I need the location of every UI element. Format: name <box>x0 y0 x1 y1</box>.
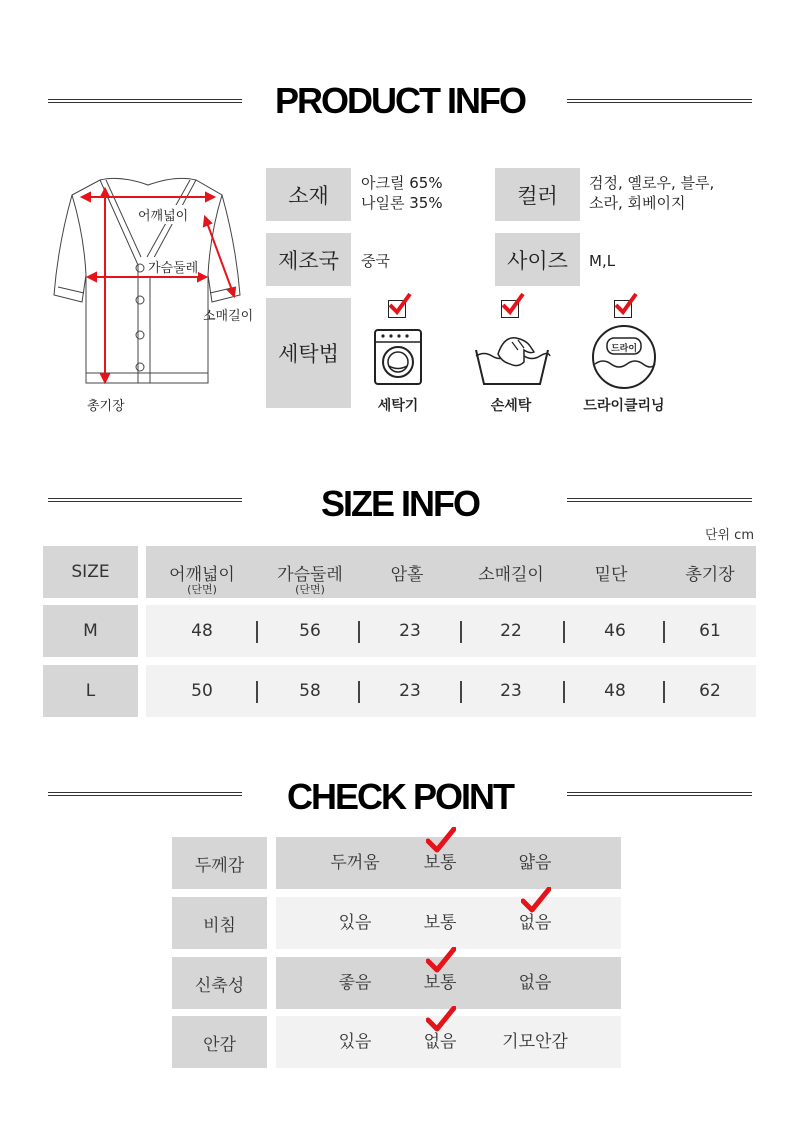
check-point-title: CHECK POINT <box>286 776 513 817</box>
table-cell: 23 <box>399 621 421 641</box>
col-header <box>660 546 760 598</box>
length-label: 총기장 <box>87 399 125 414</box>
table-cell: 46 <box>604 621 626 641</box>
size-row-label: L <box>43 665 138 717</box>
check-option: 기모안감 <box>502 1032 568 1052</box>
check-option: 보통 <box>423 913 457 933</box>
check-point-header <box>0 768 800 828</box>
size-info-header <box>0 475 800 535</box>
wash-label: 세탁법 <box>266 298 351 408</box>
table-cell: 48 <box>604 681 626 701</box>
checkmark-icon <box>426 1006 456 1034</box>
col-header <box>357 546 457 598</box>
size-table-header <box>146 546 756 598</box>
table-row <box>146 665 756 717</box>
title-rule-right <box>567 792 752 796</box>
product-info-title: PRODUCT INFO <box>275 80 525 121</box>
check-label: 신축성 <box>172 957 267 1009</box>
table-row <box>146 605 756 657</box>
checkmark-icon <box>426 827 456 855</box>
origin-value: 중국 <box>361 252 390 270</box>
checkbox-checked-icon <box>388 300 406 318</box>
cell-divider <box>256 621 258 643</box>
col-header-name: 총기장 <box>685 565 735 585</box>
cardigan-sketch-icon <box>40 165 265 420</box>
care-dry-clean <box>569 300 679 415</box>
hand-wash-icon <box>472 332 552 388</box>
color-value: 검정, 옐로우, 블루, 소라, 회베이지 <box>589 174 715 212</box>
col-header <box>260 546 360 598</box>
table-cell: 23 <box>399 681 421 701</box>
col-header-name: 암홀 <box>390 565 424 585</box>
check-row <box>276 957 621 1009</box>
table-cell: 50 <box>191 681 213 701</box>
col-header-sub: (단면) <box>295 583 325 596</box>
col-header-sub: (단면) <box>187 583 217 596</box>
col-header-name: 가슴둘레 <box>277 565 343 585</box>
cell-divider <box>256 681 258 703</box>
origin-label: 제조국 <box>266 233 351 286</box>
size-label: 사이즈 <box>495 233 580 286</box>
check-label: 두께감 <box>172 837 267 889</box>
shoulder-label: 어깨넓이 <box>138 205 188 224</box>
size-info-title: SIZE INFO <box>320 483 479 524</box>
check-option: 두꺼움 <box>330 853 380 873</box>
table-cell: 58 <box>299 681 321 701</box>
care-hand-wash <box>456 300 566 415</box>
table-cell: 61 <box>699 621 721 641</box>
dry-icon-text: 드라이 <box>610 344 638 354</box>
product-info-header <box>0 72 800 132</box>
garment-diagram <box>40 165 265 420</box>
color-label: 컬러 <box>495 168 580 221</box>
dry-clean-icon <box>591 324 657 390</box>
check-option: 있음 <box>338 913 372 933</box>
material-label: 소재 <box>266 168 351 221</box>
check-option: 없음 <box>518 973 552 993</box>
check-option: 좋음 <box>338 973 372 993</box>
title-rule-right <box>567 99 752 103</box>
table-cell: 62 <box>699 681 721 701</box>
title-rule-right <box>567 498 752 502</box>
col-header-name: 어깨넓이 <box>169 565 235 585</box>
sleeve-label: 소매길이 <box>203 309 254 324</box>
check-row <box>276 1016 621 1068</box>
col-header-name: 밑단 <box>594 565 628 585</box>
size-header-label: SIZE <box>43 546 138 598</box>
check-option: 얇음 <box>518 853 552 873</box>
col-header <box>561 546 661 598</box>
material-value: 아크릴 65% 나일론 35% <box>361 174 443 212</box>
checkmark-icon <box>426 947 456 975</box>
table-cell: 22 <box>500 621 522 641</box>
care-label: 드라이클리닝 <box>583 398 665 414</box>
check-option: 있음 <box>338 1032 372 1052</box>
unit-label: 단위 cm <box>704 528 754 543</box>
col-header-name: 소매길이 <box>478 565 544 585</box>
checkbox-checked-icon <box>614 300 632 318</box>
check-option: 보통 <box>423 973 457 993</box>
check-option: 없음 <box>423 1032 457 1052</box>
checkbox-checked-icon <box>501 300 519 318</box>
size-value: M,L <box>589 252 616 270</box>
table-cell: 48 <box>191 621 213 641</box>
washing-machine-icon <box>373 328 423 386</box>
table-cell: 56 <box>299 621 321 641</box>
check-row <box>276 837 621 889</box>
care-label: 세탁기 <box>377 398 419 414</box>
check-option: 없음 <box>518 913 552 933</box>
col-header <box>461 546 561 598</box>
check-option: 보통 <box>423 853 457 873</box>
check-row <box>276 897 621 949</box>
col-header <box>152 546 252 598</box>
table-cell: 23 <box>500 681 522 701</box>
check-label: 안감 <box>172 1016 267 1068</box>
care-label: 손세탁 <box>490 398 532 414</box>
chest-label: 가슴둘레 <box>148 257 198 276</box>
size-row-label: M <box>43 605 138 657</box>
care-washing-machine <box>343 300 453 415</box>
checkmark-icon <box>521 887 551 915</box>
check-label: 비침 <box>172 897 267 949</box>
